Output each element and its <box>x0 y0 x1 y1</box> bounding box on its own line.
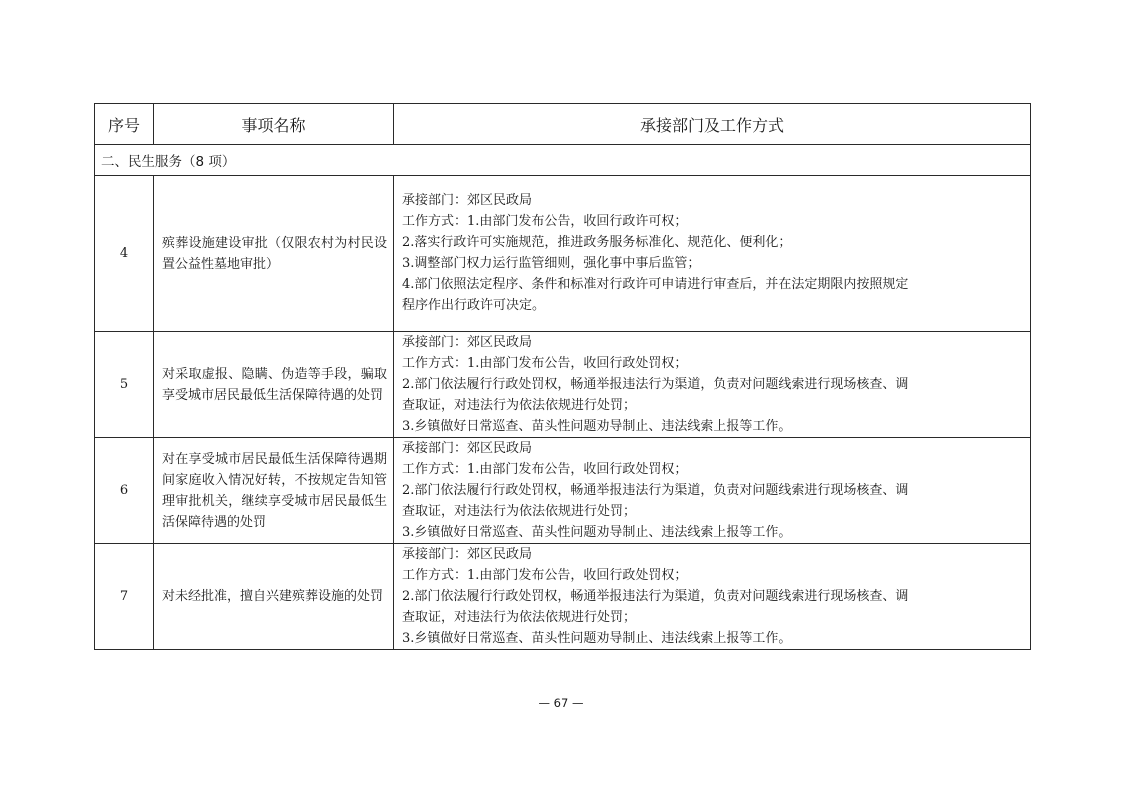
detail-line: 2.落实行政许可实施规范，推进政务服务标准化、规范化、便利化； <box>402 235 792 250</box>
row-item-name: 对采取虚报、隐瞒、伪造等手段，骗取享受城市居民最低生活保障待遇的处罚 <box>154 332 394 438</box>
row-item-name: 对在享受城市居民最低生活保障待遇期间家庭收入情况好转，不按规定告知管理审批机关，继续享受城市居民最低生活保障待遇的处罚 <box>154 438 394 544</box>
row-item-name: 殡葬设施建设审批（仅限农村为村民设置公益性墓地审批） <box>154 176 394 332</box>
row-details <box>394 438 1031 544</box>
detail-line: 承接部门：郊区民政局 <box>402 441 533 456</box>
table-row <box>95 438 1031 544</box>
table-row <box>95 176 1031 332</box>
row-item-name: 对未经批准，擅自兴建殡葬设施的处罚 <box>154 544 394 650</box>
detail-line: 2.部门依法履行行政处罚权，畅通举报违法行为渠道，负责对问题线索进行现场核查、调 <box>402 589 909 604</box>
detail-line: 承接部门：郊区民政局 <box>402 547 533 562</box>
table-header-row <box>95 104 1031 145</box>
detail-line: 程序作出行政许可决定。 <box>402 298 546 313</box>
detail-line: 2.部门依法履行行政处罚权，畅通举报违法行为渠道，负责对问题线索进行现场核查、调 <box>402 377 909 392</box>
detail-line: 查取证，对违法行为依法依规进行处罚； <box>402 504 637 519</box>
detail-line: 3.调整部门权力运行监管细则，强化事中事后监管； <box>402 256 701 271</box>
detail-line: 3.乡镇做好日常巡查、苗头性问题劝导制止、违法线索上报等工作。 <box>402 419 792 434</box>
row-details <box>394 332 1031 438</box>
detail-line: 工作方式：1.由部门发布公告，收回行政处罚权； <box>402 356 688 371</box>
detail-line: 4.部门依照法定程序、条件和标准对行政许可申请进行审查后，并在法定期限内按照规定 <box>402 277 909 292</box>
row-number: 6 <box>95 438 154 544</box>
row-number: 4 <box>95 176 154 332</box>
row-number: 7 <box>95 544 154 650</box>
header-serial-number: 序号 <box>95 104 154 145</box>
detail-line: 3.乡镇做好日常巡查、苗头性问题劝导制止、违法线索上报等工作。 <box>402 525 792 540</box>
detail-line: 工作方式：1.由部门发布公告，收回行政处罚权； <box>402 568 688 583</box>
detail-line: 承接部门：郊区民政局 <box>402 335 533 350</box>
table-row <box>95 544 1031 650</box>
header-department-and-method: 承接部门及工作方式 <box>394 104 1031 145</box>
section-title: 二、民生服务（8 项） <box>95 145 1031 176</box>
detail-line: 查取证，对违法行为依法依规进行处罚； <box>402 398 637 413</box>
section-row <box>95 145 1031 176</box>
table-row <box>95 332 1031 438</box>
detail-line: 承接部门：郊区民政局 <box>402 193 533 208</box>
row-number: 5 <box>95 332 154 438</box>
page-number: — 67 — <box>538 696 584 710</box>
detail-line: 2.部门依法履行行政处罚权，畅通举报违法行为渠道，负责对问题线索进行现场核查、调 <box>402 483 909 498</box>
detail-line: 3.乡镇做好日常巡查、苗头性问题劝导制止、违法线索上报等工作。 <box>402 631 792 646</box>
detail-line: 工作方式：1.由部门发布公告，收回行政许可权； <box>402 214 688 229</box>
items-table <box>94 103 1031 650</box>
detail-line: 工作方式：1.由部门发布公告，收回行政处罚权； <box>402 462 688 477</box>
row-details <box>394 544 1031 650</box>
detail-line: 查取证，对违法行为依法依规进行处罚； <box>402 610 637 625</box>
header-item-name: 事项名称 <box>154 104 394 145</box>
row-details <box>394 176 1031 332</box>
